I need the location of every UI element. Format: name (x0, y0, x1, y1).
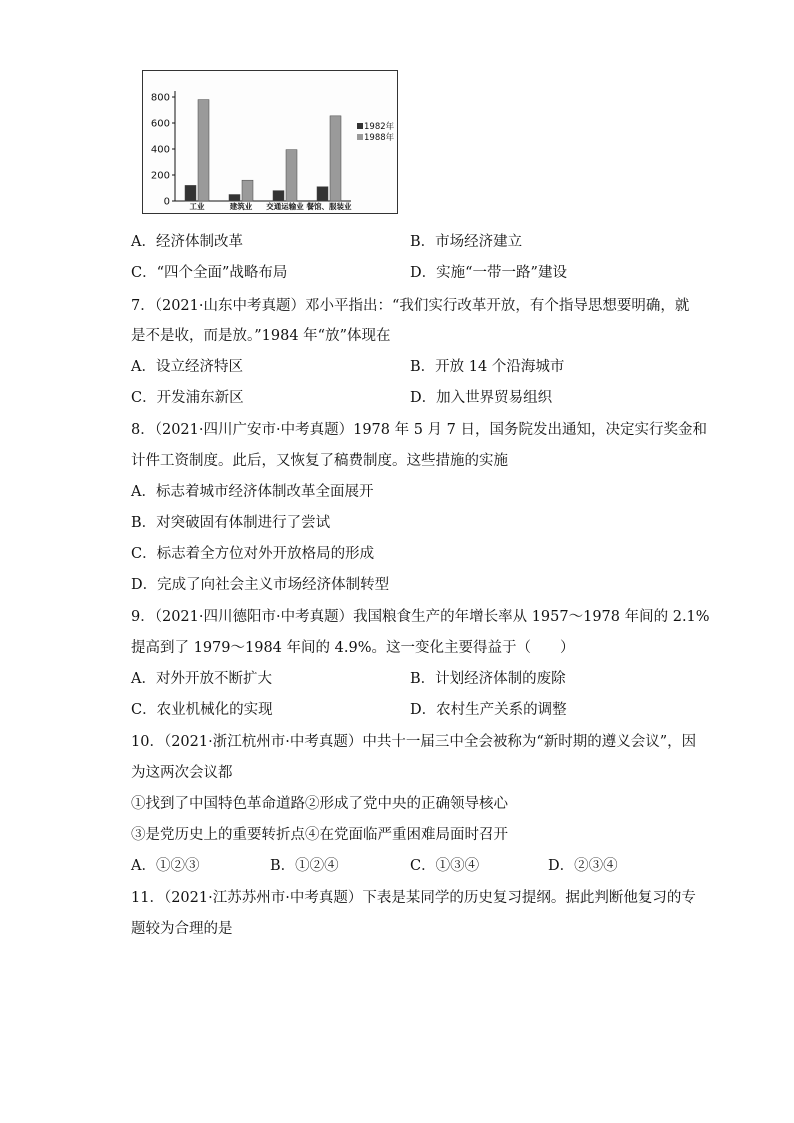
legend-swatch (357, 134, 363, 140)
y-tick-label: 800 (150, 92, 170, 104)
x-category-label: 餐馆、服装业 (306, 202, 352, 211)
q9-stem-line2: 提高到了 1979～1984 年间的 4.9%。这一变化主要得益于（ ） (131, 640, 575, 656)
q6-option-d[interactable]: D．实施“一带一路”建设 (410, 265, 567, 281)
q8-stem-line2: 计件工资制度。此后，又恢复了稿费制度。这些措施的实施 (131, 453, 508, 469)
bar (185, 185, 196, 201)
q7-stem-line2: 是不是收，而是放。”1984 年“放”体现在 (131, 328, 391, 344)
bar (330, 116, 341, 201)
y-tick-label: 200 (150, 170, 170, 182)
x-category-label: 工业 (189, 202, 205, 211)
bar (198, 100, 209, 201)
q7-option-d[interactable]: D．加入世界贸易组织 (410, 390, 553, 406)
q8-option-a[interactable]: A．标志着城市经济体制改革全面展开 (131, 484, 374, 500)
legend-label: 1988年 (364, 133, 395, 143)
q9-option-c[interactable]: C．农业机械化的实现 (131, 702, 273, 718)
bar (229, 195, 240, 202)
q7-option-b[interactable]: B．开放 14 个沿海城市 (410, 359, 565, 375)
bar (242, 180, 253, 201)
q11-stem-line2: 题较为合理的是 (131, 921, 233, 937)
q10-stem-line1: 10．（2021·浙江杭州市·中考真题）中共十一届三中全会被称为“新时期的遵义会议”，因 (131, 734, 697, 750)
q6-option-a[interactable]: A．经济体制改革 (131, 234, 243, 250)
x-category-label: 交通运输业 (266, 202, 304, 211)
q10-option-a[interactable]: A．①②③ (131, 858, 200, 874)
q9-option-a[interactable]: A．对外开放不断扩大 (131, 671, 272, 687)
q7-option-c[interactable]: C．开发浦东新区 (131, 390, 244, 406)
q6-option-c[interactable]: C．“四个全面”战略布局 (131, 265, 288, 281)
bar (273, 191, 284, 201)
legend-label: 1982年 (364, 122, 395, 132)
q9-option-d[interactable]: D．农村生产关系的调整 (410, 702, 567, 718)
q7-option-a[interactable]: A．设立经济特区 (131, 359, 243, 375)
q10-option-b[interactable]: B．①②④ (270, 858, 339, 874)
q10-statements-1-2: ①找到了中国特色革命道路②形成了党中央的正确领导核心 (131, 796, 508, 812)
x-category-label: 建筑业 (229, 202, 253, 211)
chart-svg (143, 71, 399, 215)
q8-option-d[interactable]: D．完成了向社会主义市场经济体制转型 (131, 577, 390, 593)
q8-option-b[interactable]: B．对突破固有体制进行了尝试 (131, 515, 331, 531)
q10-statements-3-4: ③是党历史上的重要转折点④在党面临严重困难局面时召开 (131, 827, 508, 843)
y-tick-label: 0 (163, 196, 170, 208)
q10-stem-line2: 为这两次会议都 (131, 765, 233, 781)
q9-option-b[interactable]: B．计划经济体制的废除 (410, 671, 566, 687)
y-tick-label: 400 (150, 144, 170, 156)
bar (317, 187, 328, 201)
q10-option-d[interactable]: D．②③④ (548, 858, 618, 874)
q11-stem-line1: 11．（2021·江苏苏州市·中考真题）下表是某同学的历史复习提纲。据此判断他复习的专 (131, 890, 696, 906)
legend-swatch (357, 123, 363, 129)
q7-stem-line1: 7．（2021·山东中考真题）邓小平指出：“我们实行改革开放，有个指导思想要明确，就 (131, 298, 690, 314)
q9-stem-line1: 9．（2021·四川德阳市·中考真题）我国粮食生产的年增长率从 1957～1978 年间的 2.1% (131, 609, 710, 625)
y-tick-label: 600 (150, 118, 170, 130)
bar (286, 150, 297, 201)
q10-option-c[interactable]: C．①③④ (410, 858, 480, 874)
bar-chart (142, 70, 398, 214)
q8-stem-line1: 8．（2021·四川广安市·中考真题）1978 年 5 月 7 日，国务院发出通知，决定实行奖金和 (131, 422, 707, 438)
q6-option-b[interactable]: B．市场经济建立 (410, 234, 523, 250)
q8-option-c[interactable]: C．标志着全方位对外开放格局的形成 (131, 546, 375, 562)
